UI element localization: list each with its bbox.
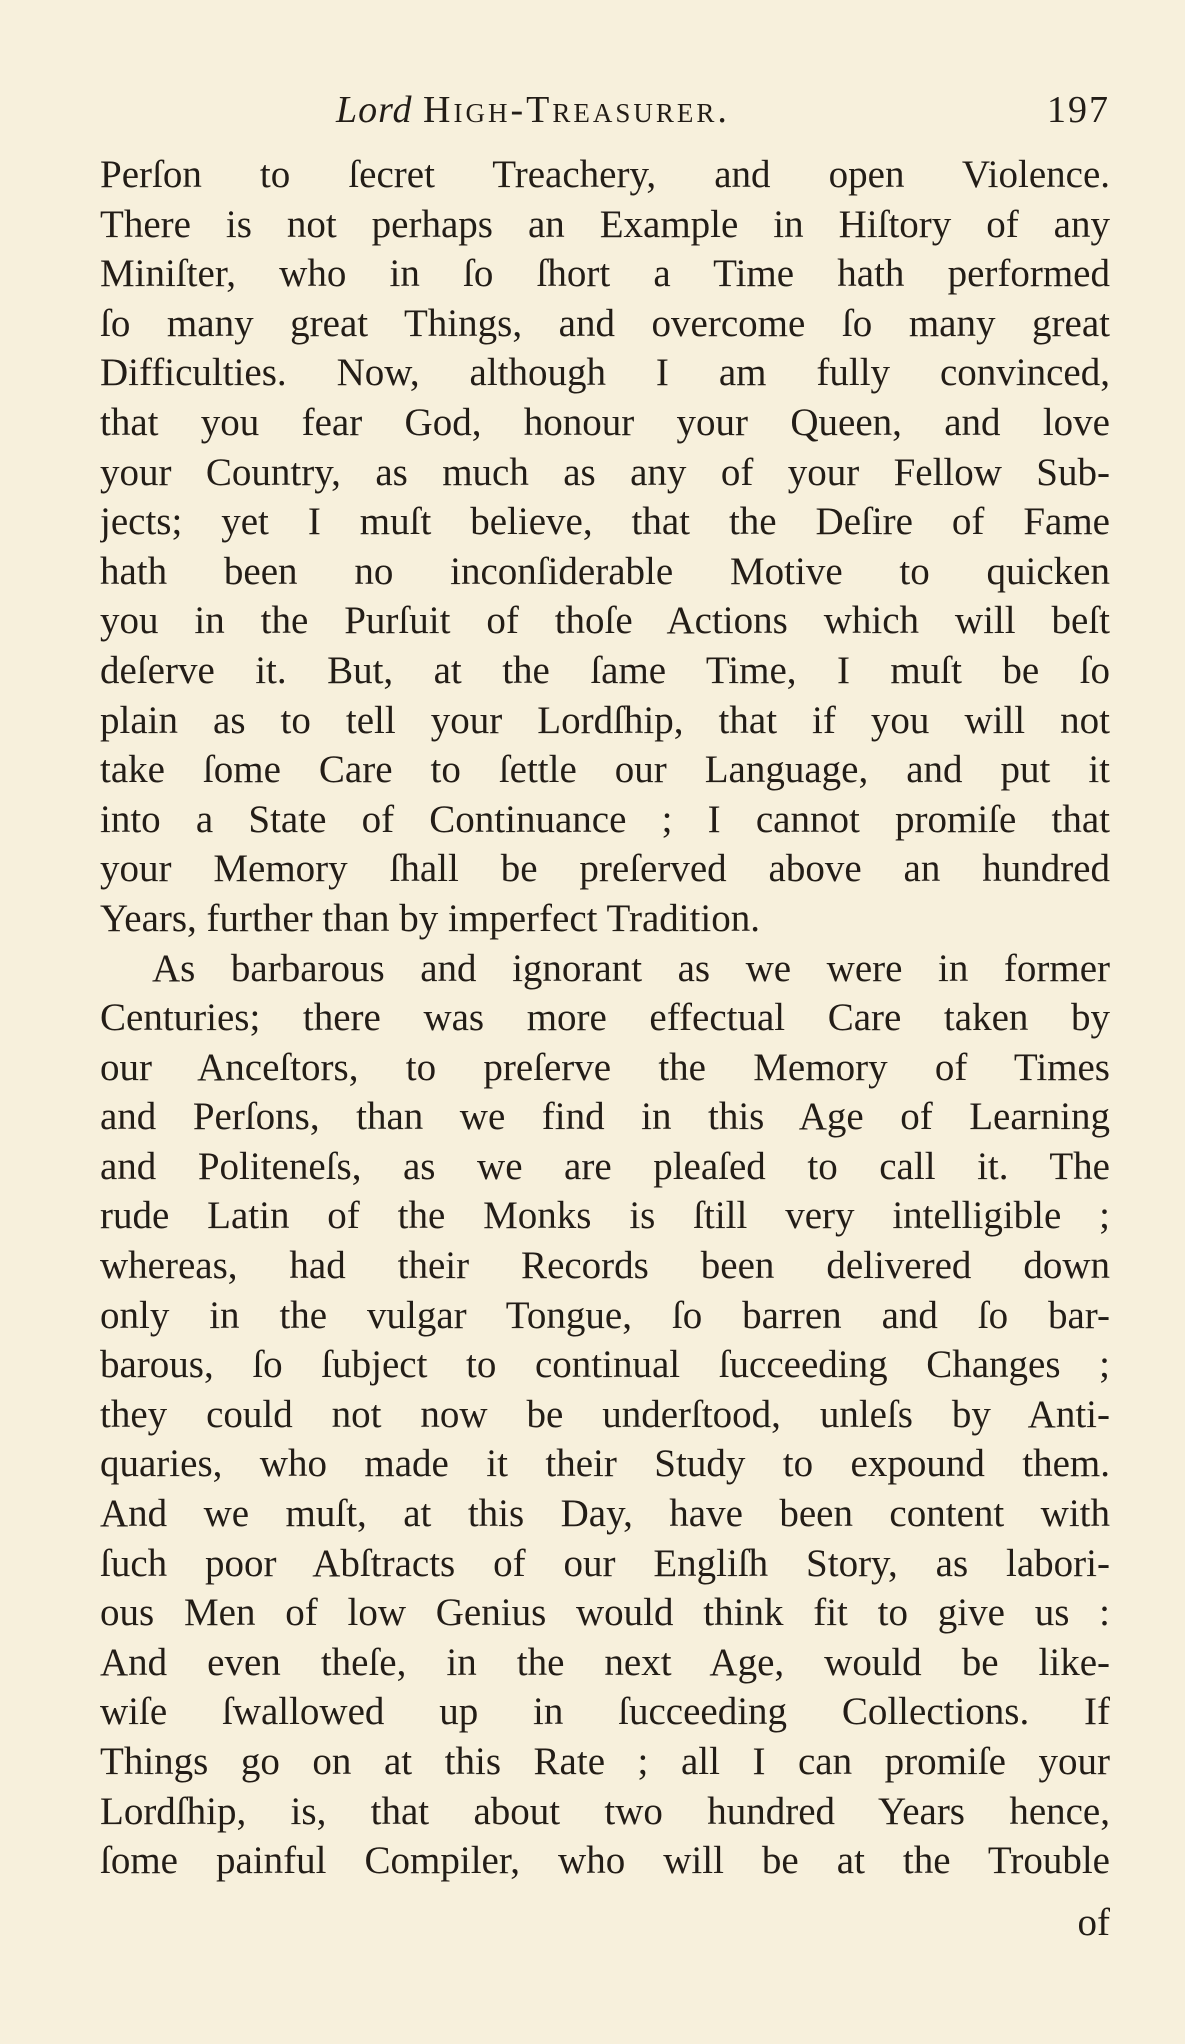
text-line: they could not now be underſtood, unleſs by Anti-	[100, 1392, 1110, 1436]
text-line: whereas, had their Records been delivered down	[100, 1244, 1110, 1288]
text-line: ſome painful Compiler, who will be at the Trouble	[100, 1839, 1110, 1883]
text-line: Things go on at this Rate ; all I can promiſe your	[100, 1740, 1110, 1783]
text-line: only in the vulgar Tongue, ſo barren and ſo bar-	[100, 1293, 1110, 1337]
text-line: And even theſe, in the next Age, would be like-	[100, 1640, 1110, 1684]
running-title-lord: Lord	[336, 89, 413, 131]
text-line: that you fear God, honour your Queen, and love	[100, 400, 1110, 444]
text-line: Difficulties. Now, although I am fully convinced,	[100, 351, 1110, 395]
text-line: ſo many great Things, and overcome ſo many great	[100, 301, 1110, 345]
text-line: jects; yet I muſt believe, that the Deſire of Fame	[100, 500, 1110, 544]
text-line: your Country, as much as any of your Fellow Sub-	[100, 450, 1110, 494]
running-title	[336, 88, 730, 132]
text-line: And we muſt, at this Day, have been content with	[100, 1492, 1110, 1536]
text-line: rude Latin of the Monks is ſtill very intelligible ;	[100, 1194, 1110, 1238]
catchword: of	[1077, 1901, 1110, 1944]
text-line: Years, further than by imperfect Tradition.	[100, 896, 761, 940]
text-line: Centuries; there was more effectual Care taken by	[100, 996, 1110, 1040]
page-number: 197	[1047, 89, 1110, 131]
text-line: wiſe ſwallowed up in ſucceeding Collections. If	[100, 1690, 1110, 1734]
page-header	[100, 88, 1110, 148]
text-line: our Anceſtors, to preſerve the Memory of Times	[100, 1045, 1110, 1089]
running-title-high-treasurer: High-Treasurer.	[423, 89, 730, 131]
text-line: quaries, who made it their Study to expound them.	[100, 1442, 1110, 1486]
text-line: take ſome Care to ſettle our Language, and put it	[100, 748, 1110, 792]
text-line: plain as to tell your Lordſhip, that if you will not	[100, 698, 1110, 742]
text-line: As barbarous and ignorant as we were in former	[152, 946, 1110, 990]
text-line: and Perſons, than we find in this Age of Learning	[100, 1095, 1110, 1139]
text-line: you in the Purſuit of thoſe Actions which will beſt	[100, 599, 1110, 643]
body-text	[100, 150, 1110, 1886]
text-line: your Memory ſhall be preſerved above an hundred	[100, 847, 1110, 891]
text-line: Lordſhip, is, that about two hundred Years hence,	[100, 1789, 1110, 1833]
text-line: Perſon to ſecret Treachery, and open Violence.	[100, 153, 1110, 196]
text-line: deſerve it. But, at the ſame Time, I muſt be ſo	[100, 648, 1110, 692]
text-line: There is not perhaps an Example in Hiſtory of any	[100, 202, 1110, 246]
text-line: into a State of Continuance ; I cannot promiſe that	[100, 797, 1110, 841]
text-line: hath been no inconſiderable Motive to quicken	[100, 549, 1110, 593]
text-line: and Politeneſs, as we are pleaſed to call it. The	[100, 1144, 1110, 1188]
text-line: ſuch poor Abſtracts of our Engliſh Story, as labori-	[100, 1541, 1110, 1585]
text-line: barous, ſo ſubject to continual ſucceeding Changes ;	[100, 1343, 1110, 1387]
text-line: Miniſter, who in ſo ſhort a Time hath performed	[100, 252, 1110, 296]
text-line: ous Men of low Genius would think fit to give us :	[100, 1591, 1110, 1635]
